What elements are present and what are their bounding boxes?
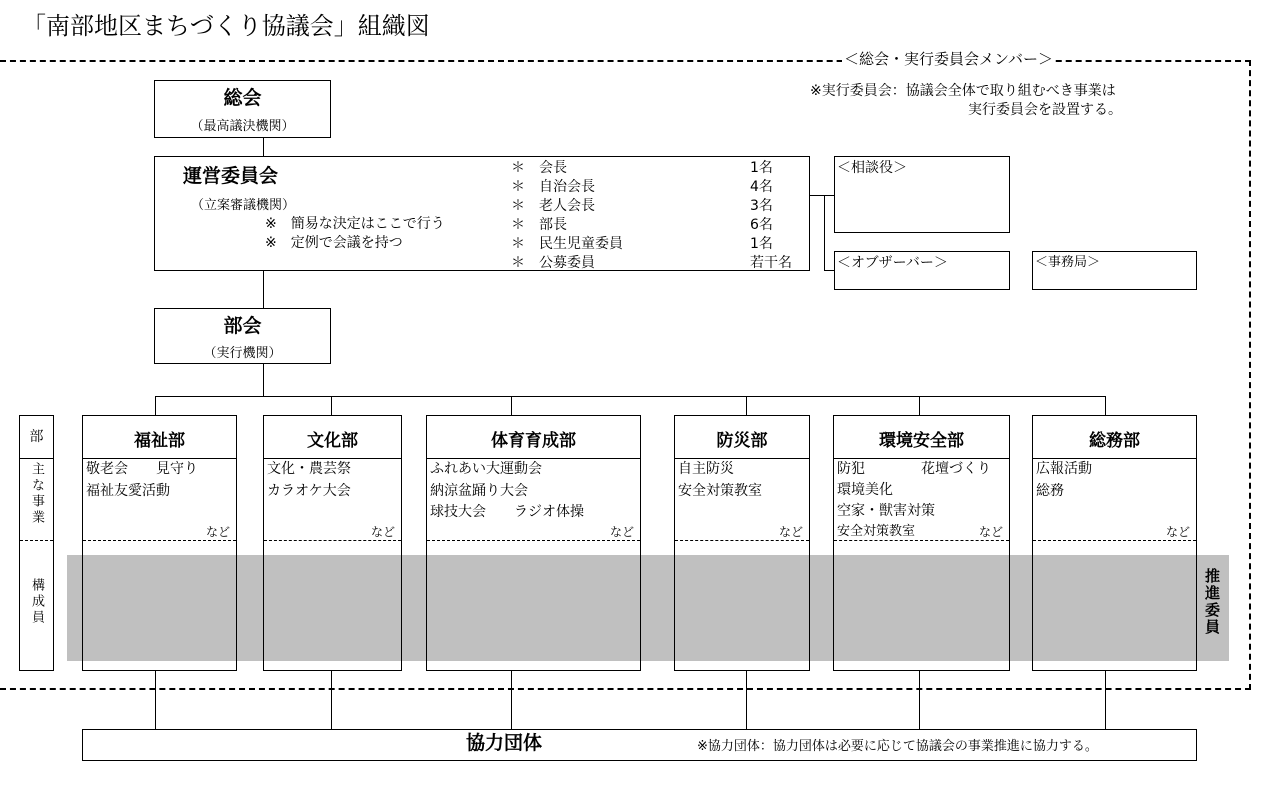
dept-name: 総務部 [1089, 431, 1140, 451]
dept-dash [264, 540, 401, 541]
bukai-box [154, 308, 331, 364]
dept-name: 文化部 [307, 431, 358, 451]
dept-item: 安全対策教室 [837, 524, 916, 539]
branch-drop [1105, 396, 1106, 416]
unei-member-role: ＊ 会長 [511, 160, 567, 176]
unei-note-2: ※ 定例で会議を持つ [265, 235, 403, 251]
dept-item: 敬老会 見守り [86, 461, 198, 477]
connector-unei-bukai [263, 270, 264, 309]
unei-member-count: 4名 [750, 179, 773, 195]
dept-name: 環境安全部 [879, 431, 964, 451]
unei-member-role: ＊ 自治会長 [511, 179, 595, 195]
dept-item: 防犯 花壇づくり [837, 461, 991, 477]
dept-item: 総務 [1036, 483, 1064, 499]
dept-separator [427, 458, 640, 459]
dept-box-kankyou [833, 415, 1010, 671]
side-connector [824, 195, 825, 271]
dept-nado: など [1165, 525, 1190, 539]
dept-dash [834, 540, 1009, 541]
dept-item: 球技大会 ラジオ体操 [430, 504, 584, 520]
exec-note-line1: ※実行委員会：協議会全体で取り組むべき事業は [810, 83, 1116, 99]
unei-note-1: ※ 簡易な決定はここで行う [265, 216, 445, 232]
unei-member-count: 若干名 [750, 255, 792, 271]
dept-nado: など [205, 525, 230, 539]
secretariat-box [1032, 251, 1197, 290]
dept-box-soumu [1032, 415, 1197, 671]
kyoryoku-connector [1105, 670, 1106, 730]
dept-separator [264, 458, 401, 459]
kyoryoku-note: ※協力団体：協力団体は必要に応じて協議会の事業推進に協力する。 [697, 739, 1098, 754]
dept-box-fukushi [82, 415, 237, 671]
dept-item: 空家・獣害対策 [837, 503, 935, 519]
advisor-box [834, 156, 1010, 233]
unei-member-role: ＊ 老人会長 [511, 198, 595, 214]
soukai-sub: （最高議決機関） [190, 119, 295, 134]
side-connector [824, 270, 834, 271]
dept-dash [1033, 540, 1196, 541]
kyoryoku-connector [155, 670, 156, 730]
advisor-label: ＜相談役＞ [837, 160, 907, 176]
unei-member-count: 1名 [750, 160, 773, 176]
side-separator [20, 458, 53, 459]
dept-separator [83, 458, 236, 459]
dept-nado: など [370, 525, 395, 539]
connector-soukai-unei [263, 137, 264, 157]
dept-box-taiiku [426, 415, 641, 671]
side-label-jigyou: 主な事業 [29, 462, 44, 526]
unei-member-count: 1名 [750, 236, 773, 252]
dept-separator [1033, 458, 1196, 459]
side-connector [809, 195, 825, 196]
dept-box-bousai [674, 415, 810, 671]
dept-item: ふれあい大運動会 [430, 461, 542, 477]
branch-drop [511, 396, 512, 416]
branch-drop [331, 396, 332, 416]
dept-name: 福祉部 [134, 431, 185, 451]
branch-drop [746, 396, 747, 416]
branch-drop [155, 396, 156, 416]
connector-bukai-branch [263, 363, 264, 397]
unei-member-role: ＊ 民生児童委員 [511, 236, 623, 252]
dept-item: 納涼盆踊り大会 [430, 483, 528, 499]
dept-dash [675, 540, 809, 541]
dept-branch-line [155, 396, 1106, 397]
kyoryoku-box [82, 729, 1197, 761]
secretariat-label: ＜事務局＞ [1035, 255, 1101, 270]
unei-sub: （立案審議機関） [191, 198, 296, 213]
page-title: 「南部地区まちづくり協議会」組織図 [22, 12, 430, 40]
dept-item: 環境美化 [837, 482, 893, 498]
dept-item: 広報活動 [1036, 461, 1092, 477]
dept-nado: など [609, 525, 634, 539]
kyoryoku-connector [331, 670, 332, 730]
dept-item: 文化・農芸祭 [267, 461, 351, 477]
suishin-label: 推進委員 [1203, 568, 1221, 636]
members-label: ＜総会・実行委員会メンバー＞ [844, 50, 1053, 68]
unei-member-role: ＊ 公募委員 [511, 255, 595, 271]
dept-nado: など [978, 525, 1003, 539]
side-label-bu: 部 [29, 429, 44, 445]
dept-item: 自主防災 [678, 461, 734, 477]
dept-dash [427, 540, 640, 541]
side-dash [20, 540, 53, 541]
kyoryoku-name: 協力団体 [466, 732, 543, 754]
dept-item: 福祉友愛活動 [86, 483, 170, 499]
kyoryoku-connector [746, 670, 747, 730]
dept-item: 安全対策教室 [678, 483, 762, 499]
kyoryoku-connector [511, 670, 512, 730]
dept-box-bunka [263, 415, 402, 671]
unei-name: 運営委員会 [183, 165, 279, 187]
unei-member-role: ＊ 部長 [511, 217, 567, 233]
branch-drop [919, 396, 920, 416]
side-label-kouseiin: 構成員 [29, 578, 44, 626]
dept-name: 防災部 [716, 431, 768, 451]
dept-nado: など [778, 525, 803, 539]
dept-item: カラオケ大会 [267, 483, 351, 499]
observer-label: ＜オブザーバー＞ [837, 255, 948, 271]
exec-note-line2: 実行委員会を設置する。 [968, 102, 1122, 118]
bukai-name: 部会 [223, 315, 262, 337]
soukai-name: 総会 [223, 87, 262, 109]
dept-separator [834, 458, 1009, 459]
bukai-sub: （実行機関） [203, 346, 282, 361]
unei-member-count: 6名 [750, 217, 773, 233]
unei-member-count: 3名 [750, 198, 773, 214]
dept-dash [83, 540, 236, 541]
side-connector [824, 195, 834, 196]
unei-box [154, 156, 810, 271]
soukai-box [154, 80, 331, 138]
side-label-column [19, 415, 54, 671]
observer-box [834, 251, 1010, 290]
dept-name: 体育育成部 [491, 431, 576, 451]
dept-separator [675, 458, 809, 459]
kyoryoku-connector [919, 670, 920, 730]
